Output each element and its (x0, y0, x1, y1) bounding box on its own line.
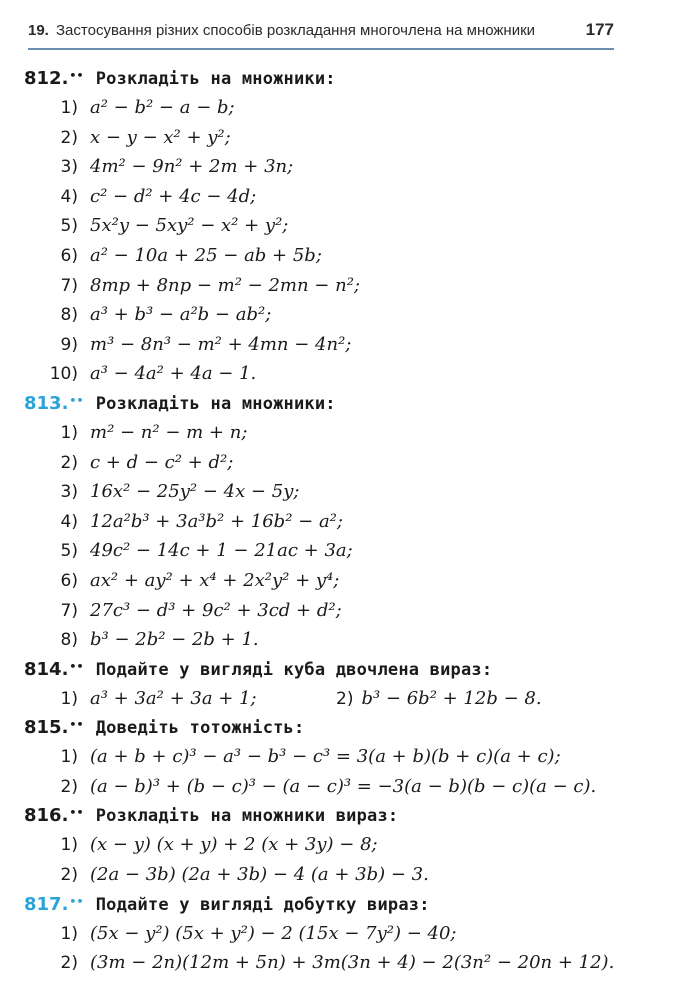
exercise-item (24, 625, 644, 655)
item-label: 2) (60, 452, 78, 473)
item-label: 10) (49, 364, 78, 385)
difficulty-dots-icon: •• (69, 69, 84, 82)
task-instruction: Розкладіть на множники: (95, 69, 336, 89)
task-header (24, 389, 644, 418)
exercise-item (24, 742, 644, 772)
item-label: 2) (336, 688, 354, 709)
task-816 (24, 801, 644, 889)
exercise-item-pair (24, 684, 644, 714)
item-label: 1) (60, 98, 78, 118)
task-number: 812.•• (24, 68, 84, 89)
task-instruction: Подайте у вигляді куба двочлена вираз: (95, 659, 493, 680)
task-number: 816.•• (24, 805, 84, 827)
item-expression: x − y − x² + y²; (90, 126, 231, 148)
item-label: 1) (60, 835, 78, 856)
item-expression: 5x²y − 5xy² − x² + y²; (90, 215, 289, 237)
exercise-item (24, 507, 644, 537)
item-label: 1) (60, 422, 78, 443)
task-instruction: Розкладіть на множники: (95, 393, 336, 414)
item-label: 2) (60, 127, 78, 148)
exercise-item (24, 536, 644, 566)
exercise-item (24, 477, 644, 507)
page-number: 177 (585, 20, 614, 39)
exercise-item (24, 860, 644, 890)
exercise-item (24, 330, 644, 360)
chapter-number: 19. (28, 22, 49, 39)
item-expression: b³ − 6b² + 12b − 8. (361, 687, 542, 709)
exercise-item (24, 448, 644, 478)
task-number: 814.•• (24, 658, 84, 680)
exercise-item (24, 93, 644, 123)
item-expression: ax² + ay² + x⁴ + 2x²y² + y⁴; (90, 569, 340, 591)
item-expression: 12a²b³ + 3a³b² + 16b² − a²; (90, 510, 343, 532)
item-label: 9) (60, 334, 78, 355)
task-header (24, 713, 644, 742)
task-header (24, 890, 644, 919)
exercise-item (24, 271, 644, 301)
item-expression: 27c³ − d³ + 9c² + 3cd + d²; (90, 599, 342, 621)
exercise-item (24, 830, 644, 860)
item-expression: (a − b)³ + (b − c)³ − (a − c)³ = −3(a − b)(b − c)(a − c). (90, 775, 597, 797)
item-label: 3) (60, 157, 78, 178)
task-instruction: Подайте у вигляді добутку вираз: (95, 894, 430, 915)
difficulty-dots-icon: •• (69, 393, 84, 407)
item-expression: m² − n² − m + n; (90, 421, 248, 443)
difficulty-dots-icon: •• (69, 806, 84, 820)
item-expression: 8mp + 8np − m² − 2mn − n²; (90, 274, 360, 296)
item-expression: 4m² − 9n² + 2m + 3n; (90, 156, 294, 178)
item-expression: a² − b² − a − b; (90, 97, 235, 118)
item-label: 7) (60, 600, 78, 621)
exercise-item (24, 211, 644, 241)
item-label: 1) (60, 747, 78, 768)
task-instruction: Розкладіть на множники вираз: (95, 806, 399, 827)
task-instruction: Доведіть тотожність: (95, 718, 305, 739)
item-label: 8) (60, 305, 78, 326)
task-number: 817.•• (24, 893, 84, 915)
item-label: 4) (60, 511, 78, 532)
item-label: 1) (60, 923, 78, 944)
exercise-item (24, 359, 644, 389)
item-expression: (x − y) (x + y) + 2 (x + 3y) − 8; (90, 834, 378, 856)
item-label: 8) (60, 630, 78, 651)
item-label: 6) (60, 245, 78, 266)
task-header (24, 64, 644, 93)
exercise-item (24, 152, 644, 182)
task-header (24, 655, 644, 684)
item-label: 2) (60, 776, 78, 797)
exercise-item (24, 123, 644, 153)
task-814 (24, 655, 644, 714)
exercise-item (24, 182, 644, 212)
item-expression: 16x² − 25y² − 4x − 5y; (90, 481, 300, 503)
task-813 (24, 389, 644, 655)
item-label: 6) (60, 570, 78, 591)
item-label: 4) (60, 186, 78, 207)
chapter-title: Застосування різних способів розкладання многочлена на множники (56, 22, 536, 39)
item-label: 2) (60, 865, 78, 886)
task-header (24, 801, 644, 830)
page-header (28, 18, 614, 50)
item-label: 5) (60, 541, 78, 562)
item-expression: c² − d² + 4c − 4d; (90, 185, 257, 207)
difficulty-dots-icon: •• (69, 894, 84, 908)
item-label: 5) (60, 216, 78, 237)
second-item (336, 684, 542, 715)
item-expression: (3m − 2n)(12m + 5n) + 3m(3n + 4) − 2(3n² − 20n + 12). (90, 952, 615, 974)
item-expression: a³ + 3a² + 3a + 1; (90, 687, 257, 709)
exercises (24, 64, 644, 978)
difficulty-dots-icon: •• (69, 718, 84, 732)
item-expression: 49c² − 14c + 1 − 21ac + 3a; (90, 540, 353, 562)
item-expression: (5x − y²) (5x + y²) − 2 (15x − 7y²) − 40; (90, 922, 457, 944)
exercise-item (24, 919, 644, 949)
difficulty-dots-icon: •• (69, 659, 84, 673)
exercise-item (24, 566, 644, 596)
item-expression: (a + b + c)³ − a³ − b³ − c³ = 3(a + b)(b + c)(a + c); (90, 746, 561, 768)
item-expression: (2a − 3b) (2a + 3b) − 4 (a + 3b) − 3. (90, 864, 429, 886)
item-label: 7) (60, 275, 78, 296)
item-expression: c + d − c² + d²; (90, 451, 234, 473)
exercise-item (24, 241, 644, 271)
item-label: 2) (60, 953, 78, 974)
item-expression: a² − 10a + 25 − ab + 5b; (90, 244, 322, 266)
item-expression: a³ − 4a² + 4a − 1. (90, 363, 257, 385)
exercise-item (24, 596, 644, 626)
item-expression: b³ − 2b² − 2b + 1. (90, 629, 259, 651)
item-label: 1) (60, 688, 78, 709)
exercise-item (24, 772, 644, 802)
task-number: 813.•• (24, 392, 84, 414)
exercise-item (24, 300, 644, 330)
task-number: 815.•• (24, 717, 84, 739)
task-812 (24, 64, 644, 389)
item-expression: a³ + b³ − a²b − ab²; (90, 304, 272, 326)
task-817 (24, 890, 644, 978)
item-label: 3) (60, 482, 78, 503)
exercise-item (24, 418, 644, 448)
item-expression: m³ − 8n³ − m² + 4mn − 4n²; (90, 333, 352, 355)
task-815 (24, 713, 644, 801)
exercise-item (24, 948, 644, 978)
